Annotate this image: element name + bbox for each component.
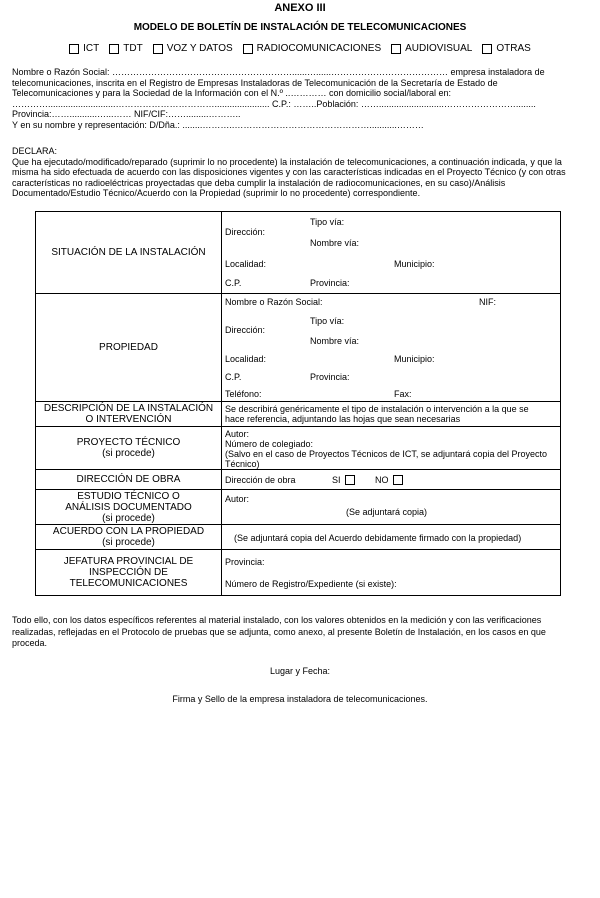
checkbox-icon[interactable] — [482, 44, 492, 54]
descripcion-label: O INTERVENCIÓN — [85, 414, 172, 425]
closing-line: proceda. — [12, 638, 48, 648]
closing-statement — [12, 615, 592, 650]
direccion-obra-text: Dirección de obra — [225, 475, 296, 485]
row-estudio — [36, 490, 561, 525]
jefatura-label: INSPECCIÓN DE — [89, 567, 168, 578]
installation-details-table — [35, 211, 561, 596]
lugar-fecha: Lugar y Fecha: — [269, 666, 331, 676]
nombre-via-label: Nombre vía: — [310, 238, 360, 248]
row-propiedad — [36, 294, 561, 402]
checkbox-label: OTRAS — [496, 43, 531, 54]
declara-line: Que ha ejecutado/modificado/reparado (suprimir lo no procedente) la instalación de telecomunicaciones, a continuación indicada, y que la — [12, 156, 562, 167]
acuerdo-label: ACUERDO CON LA PROPIEDAD — [52, 526, 205, 537]
row-label — [36, 427, 222, 470]
direccion-obra-fields[interactable] — [222, 470, 561, 490]
installation-type-checkboxes — [0, 43, 600, 54]
proyecto-label: PROYECTO TÉCNICO — [76, 437, 181, 448]
propiedad-fields[interactable] — [222, 294, 561, 402]
intro-line: telecomunicaciones, inscrita en el Registro de Empresas Instaladoras de Telecomunicación de la Secretaría de Estado de — [12, 77, 498, 88]
row-direccion-obra — [36, 470, 561, 490]
acuerdo-label: (si procede) — [102, 537, 155, 548]
row-label — [36, 212, 222, 294]
provincia-label: Provincia: — [225, 557, 265, 567]
checkbox-radiocomunicaciones[interactable] — [243, 43, 381, 54]
row-jefatura — [36, 550, 561, 596]
row-label — [36, 490, 222, 525]
direccion-obra-label: DIRECCIÓN DE OBRA — [76, 474, 181, 485]
checkbox-ict[interactable] — [69, 43, 99, 54]
intro-line: Provincia:……...........…...…… NIF/CIF:…….........……….. — [12, 109, 241, 119]
row-situacion — [36, 212, 561, 294]
closing-line: realizadas, reflejadas en el Protocolo de pruebas que se adjunta, como anexo, al presente Boletín de Instalación, en los casos en que — [12, 626, 546, 637]
descripcion-label: DESCRIPCIÓN DE LA INSTALACIÓN — [43, 403, 214, 414]
acuerdo-fields[interactable] — [222, 525, 561, 550]
jefatura-label: TELECOMUNICACIONES — [69, 578, 188, 589]
row-label — [36, 550, 222, 596]
intro-line: Nombre o Razón Social: ……………………………………………………......…......………………………………… empresa instaladora de — [12, 67, 545, 77]
proyecto-fields[interactable] — [222, 427, 561, 470]
annex-title: ANEXO III — [274, 2, 326, 14]
descripcion-text: hace referencia, adjuntando las hojas que sean necesarias — [225, 414, 461, 424]
declaration — [12, 146, 590, 199]
row-proyecto — [36, 427, 561, 470]
provincia-label: Provincia: — [310, 372, 350, 382]
intro-line: …………...........................……………………………...................... C.P.: ……..Población: ……..........................……………………........ — [12, 98, 536, 109]
tipo-via-label: Tipo vía: — [310, 316, 345, 326]
proyecto-note: Técnico) — [225, 459, 260, 469]
checkbox-si[interactable] — [332, 475, 355, 485]
autor-label: Autor: — [225, 429, 250, 439]
cp-label: C.P. — [225, 372, 242, 382]
checkbox-icon[interactable] — [391, 44, 401, 54]
checkbox-label: AUDIOVISUAL — [405, 43, 473, 54]
document-title: MODELO DE BOLETÍN DE INSTALACIÓN DE TELECOMUNICACIONES — [133, 22, 467, 33]
installer-identification — [12, 67, 590, 130]
estudio-label: ANÁLISIS DOCUMENTADO — [65, 501, 192, 513]
checkbox-icon[interactable] — [153, 44, 163, 54]
checkbox-no[interactable] — [375, 475, 403, 485]
municipio-label: Municipio: — [394, 259, 435, 269]
registro-label: Número de Registro/Expediente (si existe): — [225, 579, 397, 589]
checkbox-label: TDT — [123, 43, 143, 54]
nombre-via-label: Nombre vía: — [310, 336, 360, 346]
tipo-via-label: Tipo vía: — [310, 217, 345, 227]
checkbox-otras[interactable] — [482, 43, 530, 54]
checkbox-label: RADIOCOMUNICACIONES — [256, 43, 382, 54]
estudio-label: (si procede) — [102, 512, 155, 524]
checkbox-label: VOZ Y DATOS — [166, 43, 233, 54]
direccion-label: Dirección: — [225, 227, 266, 237]
situacion-fields[interactable] — [222, 212, 561, 294]
declara-line: Documentado/Estudio Técnico/Acuerdo con la Propiedad (suprimir lo no procedente) correspondiente. — [12, 188, 421, 198]
fax-label: Fax: — [394, 389, 412, 399]
firma-sello: Firma y Sello de la empresa instaladora de telecomunicaciones. — [172, 694, 428, 704]
acuerdo-note: (Se adjuntará copia del Acuerdo debidamente firmado con la propiedad) — [234, 533, 522, 543]
declara-label: DECLARA: — [12, 146, 58, 156]
si-label: SI — [332, 475, 341, 485]
checkbox-icon[interactable] — [345, 475, 355, 485]
intro-line: Telecomunicaciones y para la Sociedad de la Información con el N.º ..………… con domicilio social/laboral en: — [12, 88, 452, 98]
provincia-label: Provincia: — [310, 278, 350, 288]
checkbox-icon[interactable] — [109, 44, 119, 54]
checkbox-audiovisual[interactable] — [391, 43, 472, 54]
jefatura-label: JEFATURA PROVINCIAL DE — [63, 556, 194, 567]
municipio-label: Municipio: — [394, 354, 435, 364]
declara-line: misma ha sido efectuada de acuerdo con las disposiciones vigentes y con las características indicadas en el Proyecto Técnico (y con otras — [12, 167, 566, 177]
jefatura-fields[interactable] — [222, 550, 561, 596]
checkbox-tdt[interactable] — [109, 43, 142, 54]
autor-label: Autor: — [225, 494, 250, 504]
row-descripcion — [36, 402, 561, 427]
estudio-fields[interactable] — [222, 490, 561, 525]
row-label — [36, 470, 222, 490]
descripcion-text: Se describirá genéricamente el tipo de instalación o intervención a la que se — [225, 404, 529, 414]
direccion-label: Dirección: — [225, 325, 266, 335]
row-acuerdo — [36, 525, 561, 550]
proyecto-note: (Salvo en el caso de Proyectos Técnicos de ICT, se adjuntará copia del Proyecto — [225, 449, 548, 459]
estudio-note: (Se adjuntará copia) — [346, 507, 428, 517]
declara-line: características no radioeléctricas proyectadas que deba cumplir la instalación de radiocomunicaciones, en su caso)/Análisis — [12, 177, 506, 188]
colegiado-label: Número de colegiado: — [225, 439, 314, 449]
checkbox-voz-datos[interactable] — [153, 43, 233, 54]
estudio-label: ESTUDIO TÉCNICO O — [77, 490, 180, 502]
row-label — [36, 402, 222, 427]
localidad-label: Localidad: — [225, 354, 267, 364]
nif-label: NIF: — [479, 297, 496, 307]
nombre-label: Nombre o Razón Social: — [225, 297, 323, 307]
cp-label: C.P. — [225, 278, 242, 288]
descripcion-fields[interactable] — [222, 402, 561, 427]
checkbox-icon[interactable] — [69, 44, 79, 54]
row-label — [36, 525, 222, 550]
checkbox-label: ICT — [83, 43, 100, 54]
checkbox-icon[interactable] — [243, 44, 253, 54]
localidad-label: Localidad: — [225, 259, 267, 269]
intro-line: Y en su nombre y representación: D/Dña.: ........………..………………………………………...........……… — [12, 119, 424, 130]
proyecto-label: (si procede) — [102, 448, 155, 459]
closing-line: Todo ello, con los datos específicos referentes al material instalado, con los valores obtenidos en la medición y con las verificaciones — [12, 615, 542, 625]
checkbox-icon[interactable] — [393, 475, 403, 485]
row-label — [36, 294, 222, 402]
propiedad-label: PROPIEDAD — [99, 342, 158, 353]
situacion-label: SITUACIÓN DE LA INSTALACIÓN — [51, 247, 206, 258]
no-label: NO — [375, 475, 389, 485]
telefono-label: Teléfono: — [225, 389, 262, 399]
